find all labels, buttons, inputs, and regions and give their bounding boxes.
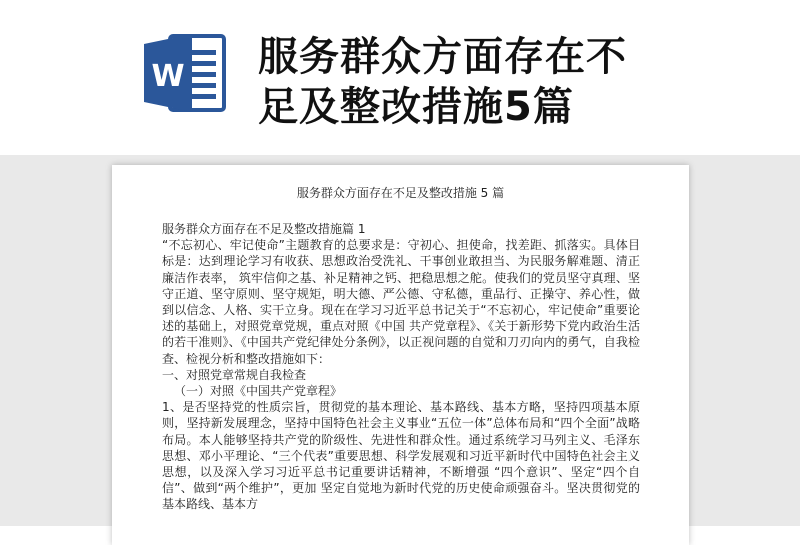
svg-text:W: W: [151, 59, 185, 94]
page-title: [258, 32, 778, 132]
header: [0, 0, 800, 160]
title-line-1: 服务群众方面存在不: [258, 34, 627, 80]
document-title: 服务群众方面存在不足及整改措施 5 篇: [296, 186, 505, 200]
document-page: [112, 165, 689, 545]
title-line-2: 足及整改措施5篇: [258, 84, 574, 130]
paragraph: “不忘初心、牢记使命”主题教育的总要求是：守初心、担使命，找差距、抓落实。具体目标是：达到理论学习有收获、思想政治受洗礼、干事创业敢担当、为民服务解难题、清正廉洁作表率， 筑牢信仰之基、补足精神之钙、把稳思想之舵。使我们的党员坚守真理、坚守正道、坚守原则、坚守规矩，明大德、严公德、守私德，重品行、正操守、养心性，做到以信念、人格、实干立身。现在在学习习近平总书记关于“不忘初心，牢记使命”重要论述的基础上，对照党章党规，重点对照《中国 共产党章程》、《关于新形势下党内政治生活的若干准则》、《中国共产党纪律处分条例》，以正视问题的自觉和刀刃向内的勇气，自我检查、检视分析和整改措施如下：: [162, 238, 640, 366]
subsection-heading: （一）对照《中国共产党章程》: [174, 384, 343, 399]
section-heading: 一、对照党章常规自我检查: [162, 367, 307, 382]
document-body: [162, 221, 640, 513]
word-document-icon: [142, 30, 228, 116]
paragraph: 1、是否坚持党的性质宗旨，贯彻党的基本理论、基本路线、基本方略，坚持四项基本原则，坚持新发展理念，坚持中国特色社会主义事业“五位一体”总体布局和“四个全面”战略布局。本人能够坚持共产党的阶级性、先进性和群众性。通过系统学习马列主义、毛泽东思想、邓小平理论、“三个代表”重要思想、科学发展观和习近平新时代中国特色社会主义思想，以及深入学习习近平总书记重要讲话精神，不断增强 “四个意识”、坚定“四个自信”、做到“两个维护”，更加 坚定自觉地为新时代党的历史使命顽强奋斗。坚决贯彻党的基本路线、基本方: [162, 400, 640, 512]
section-heading: 服务群众方面存在不足及整改措施篇 1: [162, 222, 366, 236]
